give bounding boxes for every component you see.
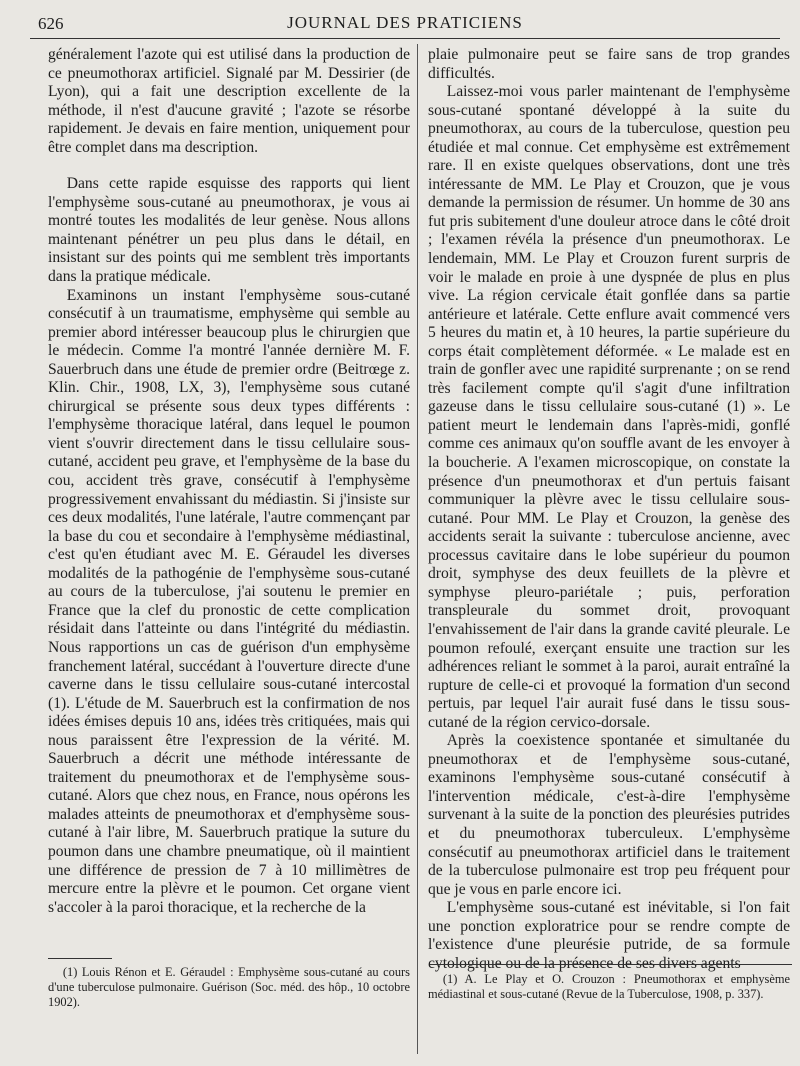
column-divider: [417, 44, 418, 1054]
footnote-right: [428, 972, 790, 1002]
footnote-right-text: (1) A. Le Play et O. Crouzon : Pneumothorax et emphysème médiastinal et sous-cutané (Revue de la Tuberculose, 1908, p. 337).: [428, 972, 790, 1001]
right-paragraph-2: Laissez-moi vous parler maintenant de l'emphysème sous-cutané spontané développé à la suite du pneumothorax, au cours de la tuberculose, question peu étudiée et mal connue. Cet emphysème est extrêmement rare. Il en existe quelques observations, dont une très intéressante de MM. Le Play et Crouzon, que je vous demande la permission de résumer. Un homme de 30 ans fut pris subitement d'une douleur atroce dans le côté droit ; l'examen révéla la présence d'un pneumothorax. Le lendemain, MM. Le Play et Crouzon furent surpris de voir le malade en proie à une dyspnée de plus en plus vive. La région cervicale était gonflée dans sa partie antérieure et latérale. Cette enflure avait commencé vers 5 heures du matin et, à 10 heures, la partie supérieure du corps était complètement déformée. « Le malade est en train de gonfler avec une rapidité surprenante ; on se rend très facilement compte qu'il s'agit d'une infiltration gazeuse dans le tissu cellulaire sous-cutané (1) ». Le patient meurt le lendemain dans l'après-midi, gonflé comme ces animaux qu'on souffle avant de les envoyer à la boucherie. A l'examen microscopique, on constate la présence d'un pneumothorax et d'un pertuis faisant communiquer la plèvre avec le tissu cellulaire sous-cutané. Pour MM. Le Play et Crouzon, la genèse des accidents serait la suivante : tuberculose ancienne, avec processus cavitaire dans le lobe supérieur du poumon droit, symphyse des deux feuillets de la plèvre et symphyse pleuro-pariétale ; puis, perforation transpleurale du sommet droit, provoquant l'envahissement de l'air dans la grande cavité pleurale. Le poumon refoulé, exerçant ensuite une traction sur les adhérences reliant le sommet à la paroi, aurait entraîné la rupture de celle-ci et provoqué la formation d'un second pertuis, par lequel l'air aurait fusé dans le tissu sous-cutané de la région cervico-dorsale.: [428, 83, 790, 731]
right-paragraph-4: L'emphysème sous-cutané est inévitable, si l'on fait une ponction exploratrice pour se rendre compte de l'existence d'une pleurésie putride, de sa formule cytologique ou de la présence de ses divers agents: [428, 899, 790, 972]
left-column: [48, 46, 410, 917]
left-paragraph-2: Dans cette rapide esquisse des rapports qui lient l'emphysème sous-cutané au pneumothorax, je vous ai montré toutes les modalités de leur genèse. Nous allons maintenant pénétrer un peu plus dans le détail, en insistant sur des points qui me semblent très importants dans la pratique médicale.: [48, 175, 410, 286]
page-number: 626: [38, 14, 64, 33]
footnote-rule: [48, 958, 112, 959]
right-paragraph-3: Après la coexistence spontanée et simultanée du pneumothorax et de l'emphysème sous-cutané, examinons l'emphysème sous-cutané consécutif à l'intervention médicale, c'est-à-dire l'emphysème survenant à la suite de la ponction des pleurésies putrides et du pneumothorax tuberculeux. L'emphysème consécutif au pneumothorax artificiel dans le traitement de la tuberculose pulmonaire est trop peu fréquent pour que je vous en parle encore ici.: [428, 732, 790, 898]
left-paragraph-1: généralement l'azote qui est utilisé dans la production de ce pneumothorax artificiel. Signalé par M. Dessirier (de Lyon), qui a fait une description excellente de la méthode, il n'est d'aucune gravité ; l'azote se résorbe rapidement. Je devais en faire mention, uniquement pour être complet dans ma description.: [48, 46, 410, 156]
page-header: [30, 12, 780, 39]
left-paragraph-3: Examinons un instant l'emphysème sous-cutané consécutif à un traumatisme, emphysème qui semble au premier abord intéresser beaucoup plus le chirurgien que le médecin. Comme l'a montré l'année dernière M. F. Sauerbruch dans une étude de premier ordre (Beitrœge z. Klin. Chir., 1908, LX, 3), l'emphysème sous cutané chirurgical se présente sous deux types différents : l'emphysème thoracique latéral, dans lequel le poumon vient s'ouvrir directement dans le tissu cellulaire sous-cutané, accident peu grave, et l'emphysème de la base du cou, accident très grave, consécutif à l'emphysème progressivement envahissant du médiastin. Si j'insiste sur ces deux modalités, l'une latérale, l'autre commençant par la base du cou et secondaire à l'emphysème médiastinal, c'est qu'en étudiant avec M. E. Géraudel les diverses modalités de la pathogénie de l'emphysème sous-cutané au cours de la tuberculose, j'ai soutenu le premier en France que la clef du pronostic de cette complication résidait dans l'atteinte ou dans l'intégrité du médiastin. Nous rapportions un cas de guérison d'un emphysème franchement latéral, succédant à l'ouverture directe d'une caverne dans le tissu cellulaire sous-cutané intercostal (1). L'étude de M. Sauerbruch est la confirmation de nos idées émises depuis 10 ans, idées très critiquées, mais qui nous paraissent être l'expression de la vérité. M. Sauerbruch a décrit une méthode intéressante de traitement du pneumothorax et de l'emphysème sous-cutané. Alors que chez nous, en France, nous opérons les malades atteints de pneumothorax et d'emphysème sous-cutané à l'air libre, M. Sauerbruch pratique la suture du poumon dans une chambre pneumatique, où il maintient une différence de pression de 7 à 10 millimètres de mercure entre la plèvre et le poumon. Cet organe vient s'accoler à la paroi thoracique, et la recherche de la: [48, 286, 410, 916]
footnote-left: [48, 958, 410, 1010]
footnote-left-text: (1) Louis Rénon et E. Géraudel : Emphysème sous-cutané au cours d'une tuberculose pulmonaire. Guérison (Soc. méd. des hôp., 10 octobre 1902).: [48, 965, 410, 1009]
footnote-rule-right: [430, 964, 792, 965]
right-column: [428, 46, 790, 973]
running-title: JOURNAL DES PRATICIENS: [287, 13, 523, 32]
right-paragraph-1: plaie pulmonaire peut se faire sans de trop grandes difficultés.: [428, 46, 790, 82]
